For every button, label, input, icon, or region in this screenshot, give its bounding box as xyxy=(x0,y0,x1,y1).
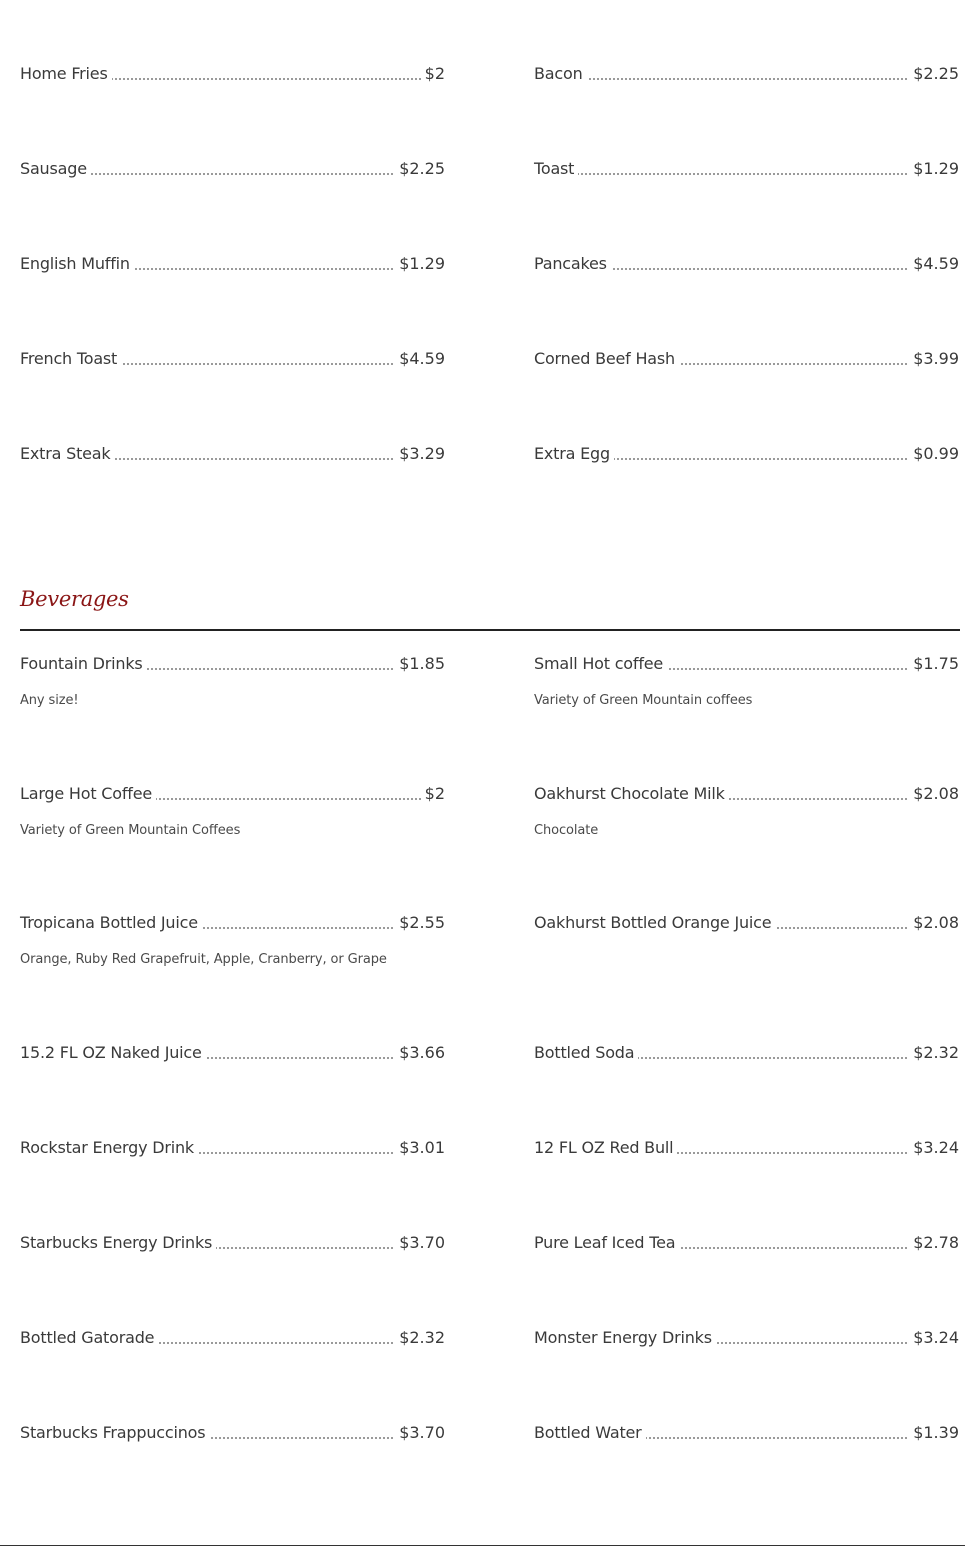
menu-item xyxy=(20,1327,445,1351)
item-name: Bottled Soda xyxy=(534,1042,638,1064)
item-price: $2.78 xyxy=(909,1232,959,1254)
menu-item xyxy=(534,912,959,936)
item-description: Any size! xyxy=(20,693,79,708)
item-price: $0.99 xyxy=(909,443,959,465)
menu-item xyxy=(20,1422,445,1446)
item-name: Extra Egg xyxy=(534,443,614,465)
menu-item xyxy=(534,443,959,467)
item-price: $1.85 xyxy=(395,653,445,675)
item-name: Bottled Gatorade xyxy=(20,1327,158,1349)
item-price: $2.32 xyxy=(395,1327,445,1349)
item-price: $3.29 xyxy=(395,443,445,465)
item-name: Home Fries xyxy=(20,63,112,85)
item-name: English Muffin xyxy=(20,253,134,275)
item-name: Pancakes xyxy=(534,253,611,275)
item-name: 12 FL OZ Red Bull xyxy=(534,1137,677,1159)
item-name: Bottled Water xyxy=(534,1422,646,1444)
item-name: 15.2 FL OZ Naked Juice xyxy=(20,1042,206,1064)
item-description: Variety of Green Mountain Coffees xyxy=(20,823,241,838)
item-price: $3.24 xyxy=(909,1137,959,1159)
item-name: Small Hot coffee xyxy=(534,653,667,675)
menu-item xyxy=(20,1232,445,1256)
menu-item xyxy=(20,253,445,277)
menu-item xyxy=(20,443,445,467)
item-name: Large Hot Coffee xyxy=(20,783,156,805)
menu-item xyxy=(534,253,959,277)
menu-item xyxy=(534,1042,959,1066)
item-name: Monster Energy Drinks xyxy=(534,1327,716,1349)
item-price: $1.29 xyxy=(395,253,445,275)
item-price: $2.32 xyxy=(909,1042,959,1064)
item-name: Rockstar Energy Drink xyxy=(20,1137,198,1159)
item-price: $1.39 xyxy=(909,1422,959,1444)
item-price: $2.25 xyxy=(395,158,445,180)
menu-item xyxy=(534,348,959,372)
item-description: Variety of Green Mountain coffees xyxy=(534,693,753,708)
item-price: $2.08 xyxy=(909,912,959,934)
menu-item xyxy=(20,348,445,372)
item-price: $3.70 xyxy=(395,1232,445,1254)
item-name: Starbucks Energy Drinks xyxy=(20,1232,216,1254)
section-heading-beverages: Beverages xyxy=(20,587,129,611)
item-price: $3.99 xyxy=(909,348,959,370)
menu-item xyxy=(534,1137,959,1161)
menu-item xyxy=(20,783,445,807)
item-name: Tropicana Bottled Juice xyxy=(20,912,202,934)
item-name: Corned Beef Hash xyxy=(534,348,679,370)
item-price: $1.75 xyxy=(909,653,959,675)
item-price: $3.01 xyxy=(395,1137,445,1159)
item-name: Extra Steak xyxy=(20,443,114,465)
menu-item xyxy=(20,1042,445,1066)
menu-item xyxy=(534,1327,959,1351)
menu-item xyxy=(534,1232,959,1256)
menu-item xyxy=(20,158,445,182)
item-name: Starbucks Frappuccinos xyxy=(20,1422,209,1444)
item-name: Sausage xyxy=(20,158,91,180)
item-price: $3.24 xyxy=(909,1327,959,1349)
menu-item xyxy=(534,653,959,677)
section-divider xyxy=(20,629,960,631)
menu-item xyxy=(534,158,959,182)
item-name: Oakhurst Chocolate Milk xyxy=(534,783,729,805)
menu-item xyxy=(534,783,959,807)
item-price: $2.25 xyxy=(909,63,959,85)
menu-item xyxy=(20,912,445,936)
menu-item xyxy=(20,653,445,677)
page-bottom-border xyxy=(0,1545,965,1546)
item-price: $3.70 xyxy=(395,1422,445,1444)
menu-item xyxy=(534,63,959,87)
menu-item xyxy=(534,1422,959,1446)
leader-dots xyxy=(534,78,959,80)
item-description: Orange, Ruby Red Grapefruit, Apple, Cranberry, or Grape xyxy=(20,952,387,967)
menu-item xyxy=(20,63,445,87)
item-name: French Toast xyxy=(20,348,121,370)
item-name: Fountain Drinks xyxy=(20,653,147,675)
menu-item xyxy=(20,1137,445,1161)
item-price: $2.55 xyxy=(395,912,445,934)
item-name: Oakhurst Bottled Orange Juice xyxy=(534,912,775,934)
item-price: $4.59 xyxy=(909,253,959,275)
item-price: $2.08 xyxy=(909,783,959,805)
item-price: $3.66 xyxy=(395,1042,445,1064)
item-name: Toast xyxy=(534,158,578,180)
leader-dots xyxy=(534,173,959,175)
item-description: Chocolate xyxy=(534,823,599,838)
item-price: $1.29 xyxy=(909,158,959,180)
item-price: $2 xyxy=(421,63,445,85)
item-name: Pure Leaf Iced Tea xyxy=(534,1232,679,1254)
item-price: $2 xyxy=(421,783,445,805)
item-name: Bacon xyxy=(534,63,587,85)
item-price: $4.59 xyxy=(395,348,445,370)
